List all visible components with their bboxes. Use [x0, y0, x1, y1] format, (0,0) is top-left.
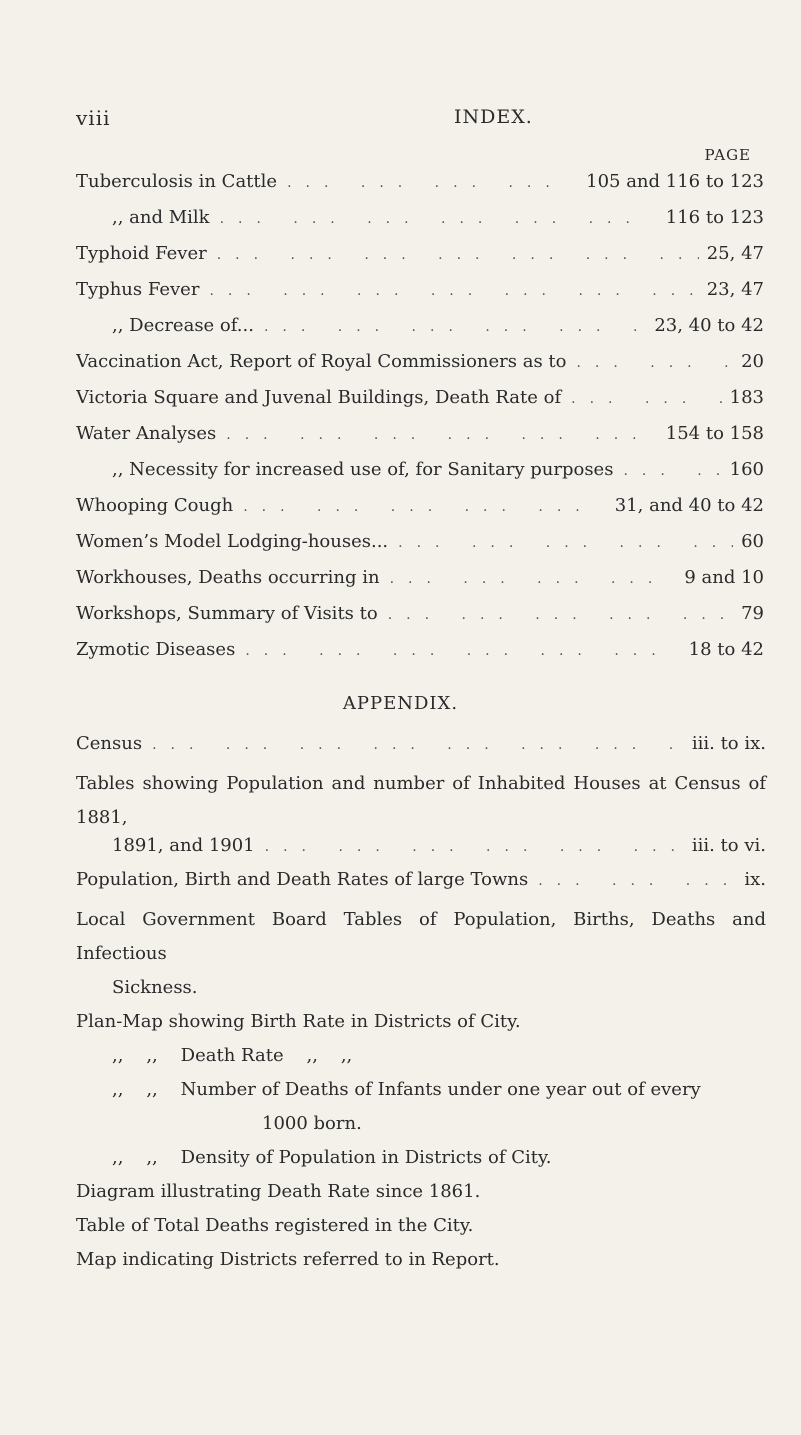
- entry-pages: 25, 47: [706, 243, 764, 264]
- dot-leader: [388, 607, 733, 623]
- page-number: viii: [76, 106, 111, 130]
- entry-text: Plan-Map showing Birth Rate in Districts of City.: [76, 1011, 521, 1032]
- entry-text-cont: 1000 born.: [262, 1113, 362, 1134]
- appendix-entry-tables: [76, 767, 766, 835]
- entry-pages: 23, 47: [706, 279, 764, 300]
- index-entry: [76, 423, 764, 459]
- entry-pages: 23, 40 to 42: [654, 315, 764, 336]
- appendix-entry-census: [76, 733, 766, 767]
- entry-pages: 18 to 42: [688, 639, 764, 660]
- index-entry: [76, 567, 764, 603]
- entry-pages: 79: [741, 603, 764, 624]
- entry-label: Zymotic Diseases: [76, 639, 236, 660]
- dot-leader: [265, 839, 684, 855]
- appendix-entry-tables-cont: [76, 835, 766, 869]
- appendix-entry-total-deaths: [76, 1209, 766, 1243]
- dot-leader: [390, 571, 677, 587]
- index-entry: [76, 207, 764, 243]
- dot-leader: [220, 211, 658, 227]
- entry-text: ,, ,, Death Rate ,, ,,: [112, 1045, 353, 1066]
- entry-pages: iii. to ix.: [691, 733, 766, 754]
- appendix-heading: APPENDIX.: [342, 693, 459, 714]
- entry-label: Women’s Model Lodging-houses...: [76, 531, 389, 552]
- entry-pages: 60: [741, 531, 764, 552]
- entry-label: 1891, and 1901: [112, 835, 255, 856]
- appendix-entry-density: [76, 1141, 766, 1175]
- entry-text: ,, ,, Density of Population in Districts of City.: [112, 1147, 552, 1168]
- index-entry: [76, 639, 764, 675]
- appendix-entry-plan-map: [76, 1005, 766, 1039]
- index-entry: [76, 459, 764, 495]
- entry-pages: 154 to 158: [665, 423, 764, 444]
- entry-label: Vaccination Act, Report of Royal Commissioners as to: [76, 351, 567, 372]
- dot-leader: [538, 873, 736, 889]
- index-entry: [76, 387, 764, 423]
- dot-leader: [623, 463, 721, 479]
- entry-label: Workhouses, Deaths occurring in: [76, 567, 380, 588]
- entry-label: ,, and Milk: [112, 207, 210, 228]
- index-title: INDEX.: [454, 106, 533, 128]
- entry-pages: iii. to vi.: [691, 835, 766, 856]
- appendix-list: [76, 733, 766, 1277]
- entry-label: Workshops, Summary of Visits to: [76, 603, 378, 624]
- entry-pages: 20: [741, 351, 764, 372]
- page-header: [76, 106, 756, 136]
- entry-pages: 105 and 116 to 123: [586, 171, 764, 192]
- entry-text: ,, ,, Number of Deaths of Infants under one year out of every: [112, 1079, 701, 1100]
- index-entry: [76, 351, 764, 387]
- page-column-label: PAGE: [704, 146, 751, 164]
- entry-text: Table of Total Deaths registered in the City.: [76, 1215, 474, 1236]
- entry-pages: 160: [729, 459, 764, 480]
- dot-leader: [226, 427, 658, 443]
- entry-pages: 9 and 10: [684, 567, 764, 588]
- index-list: [76, 171, 764, 675]
- dot-leader: [398, 535, 733, 551]
- index-entry: [76, 531, 764, 567]
- index-entry: [76, 279, 764, 315]
- entry-pages: 116 to 123: [665, 207, 764, 228]
- dot-leader: [287, 175, 578, 191]
- appendix-entry-diagram: [76, 1175, 766, 1209]
- dot-leader: [571, 391, 722, 407]
- index-entry: [76, 243, 764, 279]
- entry-pages: 183: [729, 387, 764, 408]
- index-entry: [76, 495, 764, 531]
- entry-text: Map indicating Districts referred to in Report.: [76, 1249, 500, 1270]
- dot-leader: [245, 643, 680, 659]
- dot-leader: [243, 499, 607, 515]
- entry-label: Whooping Cough: [76, 495, 234, 516]
- dot-leader: [152, 737, 684, 753]
- entry-label: Census: [76, 733, 143, 754]
- appendix-entry-infants: [76, 1073, 766, 1141]
- entry-label: ,, Necessity for increased use of, for Sanitary purposes: [112, 459, 614, 480]
- entry-text: Local Government Board Tables of Population, Births, Deaths and Infectious: [76, 909, 766, 964]
- appendix-entry-death-rate: [76, 1039, 766, 1073]
- entry-label: ,, Decrease of...: [112, 315, 254, 336]
- entry-text: Diagram illustrating Death Rate since 1861.: [76, 1181, 481, 1202]
- index-entry: [76, 603, 764, 639]
- entry-label: Tuberculosis in Cattle: [76, 171, 278, 192]
- dot-leader: [209, 283, 698, 299]
- index-entry: [76, 315, 764, 351]
- entry-pages: ix.: [744, 869, 766, 890]
- appendix-entry-lgb: [76, 903, 766, 1005]
- entry-label: Typhoid Fever: [76, 243, 207, 264]
- entry-text: Tables showing Population and number of Inhabited Houses at Census of 1881,: [76, 773, 766, 828]
- entry-text-cont: Sickness.: [112, 977, 198, 998]
- entry-label: Victoria Square and Juvenal Buildings, Death Rate of: [76, 387, 562, 408]
- dot-leader: [576, 355, 733, 371]
- entry-label: Population, Birth and Death Rates of large Towns: [76, 869, 529, 890]
- entry-pages: 31, and 40 to 42: [614, 495, 764, 516]
- appendix-entry-map: [76, 1243, 766, 1277]
- appendix-entry-population: [76, 869, 766, 903]
- dot-leader: [217, 247, 699, 263]
- index-entry: [76, 171, 764, 207]
- entry-label: Water Analyses: [76, 423, 217, 444]
- dot-leader: [264, 319, 646, 335]
- entry-label: Typhus Fever: [76, 279, 200, 300]
